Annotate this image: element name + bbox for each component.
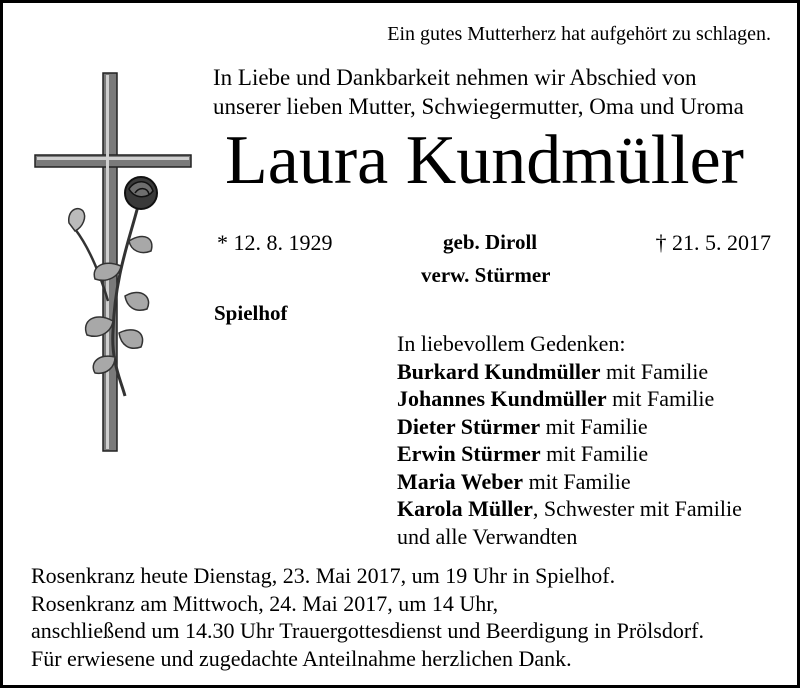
motto: Ein gutes Mutterherz hat aufgehört zu schlagen. [387, 23, 771, 45]
mourner-name: Johannes Kundmüller [397, 386, 607, 411]
mourner-suffix: mit Familie [540, 441, 649, 466]
notice-line: Rosenkranz heute Dienstag, 23. Mai 2017, um 19 Uhr in Spielhof. [31, 563, 616, 588]
mourner-entry [397, 468, 742, 496]
mourner-entry [397, 495, 742, 523]
intro-line: unserer lieben Mutter, Schwiegermutter, Oma und Uroma [213, 94, 744, 119]
mourner-entry [397, 385, 742, 413]
mourner-name: Erwin Stürmer [397, 441, 541, 466]
service-notices [31, 562, 704, 672]
mourner-entry [397, 358, 742, 386]
cross-with-rose-icon [33, 71, 203, 456]
notice-line: Für erwiesene und zugedachte Anteilnahme herzlichen Dank. [31, 645, 572, 671]
deceased-name: Laura Kundmüller [225, 122, 744, 199]
mourners-list [397, 330, 742, 550]
birth-date: * 12. 8. 1929 [217, 230, 333, 255]
mourner-suffix: , Schwester mit Familie [532, 496, 742, 521]
mourners-heading: In liebevollem Gedenken: [397, 331, 626, 356]
intro-text [213, 63, 744, 121]
mourner-suffix: mit Familie [600, 358, 709, 384]
mourner-suffix: mit Familie [540, 413, 648, 439]
widowed-name: verw. Stürmer [421, 263, 551, 287]
notice-line: Rosenkranz am Mittwoch, 24. Mai 2017, um 14 Uhr, [31, 590, 499, 616]
maiden-name: geb. Diroll [443, 230, 538, 254]
intro-line: In Liebe und Dankbarkeit nehmen wir Abschied von [213, 65, 697, 90]
death-date: † 21. 5. 2017 [655, 230, 771, 255]
mourner-name: Dieter Stürmer [397, 413, 541, 439]
mourner-entry [397, 440, 742, 468]
mourner-name: Karola Müller [397, 496, 533, 521]
mourner-suffix: mit Familie [523, 468, 631, 494]
mourner-entry [397, 413, 742, 441]
mourner-name: Burkard Kundmüller [397, 358, 601, 384]
mourners-closing: und alle Verwandten [397, 523, 578, 549]
mourner-name: Maria Weber [397, 468, 524, 494]
residence: Spielhof [214, 301, 288, 325]
notice-line: anschließend um 14.30 Uhr Trauergottesdienst und Beerdigung in Prölsdorf. [31, 618, 704, 643]
mourner-suffix: mit Familie [606, 386, 715, 411]
